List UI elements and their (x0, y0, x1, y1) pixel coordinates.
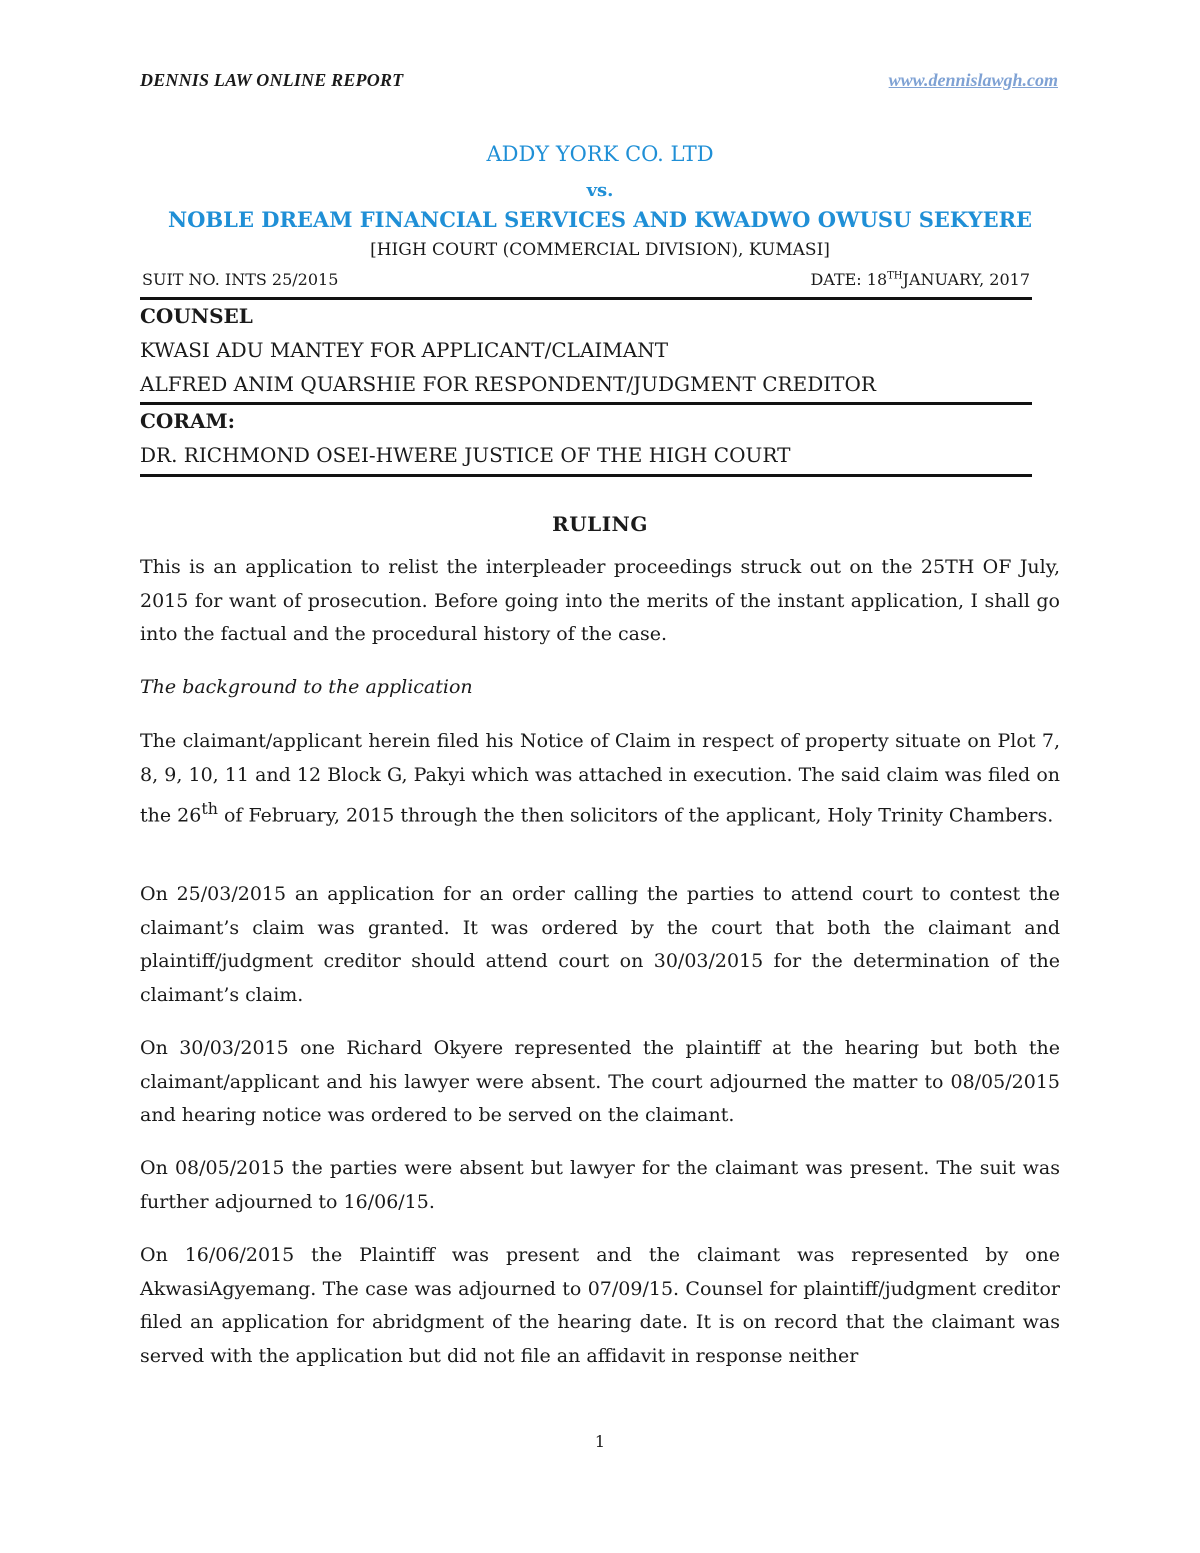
ruling-heading: RULING (552, 512, 648, 536)
page-number: 1 (594, 1432, 606, 1451)
second-party: NOBLE DREAM FINANCIAL SERVICES AND KWADWO OWUSU SEKYERE (167, 207, 1033, 232)
paragraph: The claimant/applicant herein filed his Notice of Claim in respect of property situate on Plot 7, 8, 9, 10, 11 and 12 Block G, Pakyi which was attached in execution. The said claim was filed on the 26th of February, 2015 through the then solicitors of the applicant, Holy Trinity Chambers. (140, 730, 1060, 827)
publisher-name: DENNIS LAW ONLINE REPORT (140, 70, 404, 90)
counsel-label: COUNSEL (140, 304, 253, 328)
coram-line: DR. RICHMOND OSEI-HWERE JUSTICE OF THE HIGH COURT (140, 443, 791, 467)
publisher-website-link[interactable]: www.dennislawgh.com (888, 70, 1058, 90)
divider (140, 474, 1032, 477)
court-name: [HIGH COURT (COMMERCIAL DIVISION), KUMASI] (370, 240, 830, 260)
paragraph: On 08/05/2015 the parties were absent but lawyer for the claimant was present. The suit was further adjourned to 16/06/15. (140, 1157, 1060, 1213)
versus-label: vs. (586, 180, 614, 201)
paragraph: On 30/03/2015 one Richard Okyere represented the plaintiff at the hearing but both the claimant/applicant and his lawyer were absent. The court adjourned the matter to 08/05/2015 and hearing notice was ordered to be served on the claimant. (140, 1037, 1060, 1126)
suit-number: SUIT NO. INTS 25/2015 (142, 270, 339, 289)
counsel-section (140, 299, 1040, 401)
counsel-line: ALFRED ANIM QUARSHIE FOR RESPONDENT/JUDGMENT CREDITOR (140, 372, 876, 396)
paragraph: On 25/03/2015 an application for an order calling the parties to attend court to contest the claimant’s claim was granted. It was ordered by the court that both the claimant and plaintiff/judgment creditor should attend court on 30/03/2015 for the determination of the claimant’s claim. (140, 883, 1060, 1006)
suit-date-row (140, 270, 1032, 294)
paragraph: This is an application to relist the interpleader proceedings struck out on the 25TH OF July, 2015 for want of prosecution. Before going into the merits of the instant application, I shall go into the factual and the procedural history of the case. (140, 556, 1060, 645)
first-party: ADDY YORK CO. LTD (486, 142, 714, 166)
coram-section (140, 404, 1040, 472)
running-header (140, 70, 1060, 96)
ruling-date: DATE: 18THJANUARY, 2017 (810, 270, 1030, 289)
coram-label: CORAM: (140, 409, 235, 433)
paragraph: On 16/06/2015 the Plaintiff was present and the claimant was represented by one AkwasiAgyemang. The case was adjourned to 07/09/15. Counsel for plaintiff/judgment creditor filed an application for abridgment of the hearing date. It is on record that the claimant was served with the application but did not file an affidavit in response neither (140, 1244, 1060, 1367)
section-subheading: The background to the application (140, 676, 473, 698)
counsel-line: KWASI ADU MANTEY FOR APPLICANT/CLAIMANT (140, 338, 669, 362)
